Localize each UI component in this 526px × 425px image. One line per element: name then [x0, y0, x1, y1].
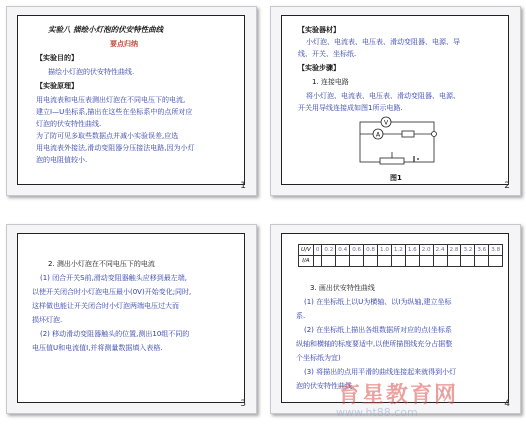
text-line: 以使开关闭合时小灯泡电压最小(0V)开始变化;同时,: [32, 288, 192, 296]
text-line: 为了防可见多取些数据点并减小实验误差,应选: [36, 132, 179, 140]
slide-number: 4: [504, 399, 510, 409]
slide-number: 2: [504, 181, 510, 191]
slide-content: [17, 233, 245, 403]
text-line: 小灯泡、电流表、电压表、滑动变阻器、电源、导: [306, 38, 460, 46]
step-title: 3. 画出伏安特性曲线: [310, 284, 375, 292]
section-heading: 【实验器材】: [298, 26, 340, 34]
slide-content: [281, 15, 509, 185]
text-line: (1) 在坐标纸上以U为横轴、以I为纵轴,建立坐标: [304, 298, 452, 306]
table-cell: 0.6: [350, 245, 364, 256]
data-table: [298, 244, 503, 267]
table-cell: 0.4: [336, 245, 350, 256]
table-cell: 3.8: [489, 245, 503, 256]
table-cell: 1.6: [405, 245, 419, 256]
slide-content: [17, 15, 245, 185]
section-heading: 【实验原理】: [36, 82, 78, 90]
text-line: 个坐标纸为宜): [296, 354, 341, 362]
table-header: I/A: [299, 256, 314, 267]
text-line: 系.: [296, 312, 306, 320]
step-title: 2. 测出小灯泡在不同电压下的电流: [48, 260, 155, 268]
table-cell: 1.0: [378, 245, 392, 256]
voltmeter-icon: V: [383, 119, 389, 127]
slide-title: 实验八 描绘小灯泡的伏安特性曲线: [48, 25, 164, 34]
text-line: 用电流表外接法,滑动变阻器分压接法电路,因为小灯: [36, 144, 195, 152]
table-cell: 0.2: [322, 245, 336, 256]
slide-number: 1: [240, 181, 246, 191]
step-title: 1. 连接电路: [312, 78, 349, 86]
text-line: (1) 闭合开关S前,滑动变阻器触头应移到最左端,: [40, 274, 188, 282]
slide-number: 3: [240, 399, 246, 409]
slide-thumbnail-3[interactable]: [6, 224, 257, 414]
text-line: 将小灯泡、电流表、电压表、滑动变阻器、电源、: [306, 92, 460, 100]
watermark-brand: 育星教育网: [338, 383, 459, 408]
text-line: 开关用导线连接成如图1所示电路.: [298, 104, 403, 112]
text-line: 损坏灯泡.: [32, 316, 63, 324]
watermark-url: www.ht88.com: [336, 406, 418, 419]
section-heading: 【实验步骤】: [298, 64, 340, 72]
text-line: 纵轴和横轴的标度要适中,以使所描图线充分占据整: [296, 340, 453, 348]
table-cell: 0.8: [364, 245, 378, 256]
text-line: 用电流表和电压表测出灯泡在不同电压下的电流,: [36, 96, 186, 104]
text-line: (3) 将描出的点用平滑的曲线连接起来就得到小灯: [304, 368, 457, 376]
text-line: 电压值U和电流值I,并将测量数据填入表格.: [32, 344, 163, 352]
section-heading: 【实验目的】: [36, 54, 78, 62]
table-cell: 3.2: [461, 245, 475, 256]
table-cell: 2.8: [447, 245, 461, 256]
text-line: 建立I—U坐标系,描出在这些在坐标系中的点所对应: [36, 108, 193, 116]
text-line: 线、开关、坐标纸.: [298, 50, 357, 58]
slide-thumbnail-1[interactable]: [6, 6, 257, 196]
table-row: [299, 256, 503, 267]
table-cell: 3.6: [475, 245, 489, 256]
ammeter-icon: A: [375, 131, 381, 139]
purpose-text: 描绘小灯泡的伏安特性曲线.: [48, 68, 135, 76]
text-line: 灯泡的伏安特性曲线.: [36, 120, 102, 128]
table-cell: 2.0: [419, 245, 433, 256]
table-header: U/V: [299, 245, 314, 256]
slide-subtitle: 要点归纳: [110, 40, 138, 48]
text-line: 泡的电阻值较小.: [36, 156, 88, 164]
text-line: (2) 移动滑动变阻器触头的位置,测出10组不同的: [40, 330, 190, 338]
text-line: 泡的伏安特性曲线.: [296, 382, 355, 390]
table-row: [299, 245, 503, 256]
figure-caption: 图1: [390, 174, 402, 182]
slide-thumbnail-2[interactable]: [270, 6, 521, 196]
text-line: (2) 在坐标纸上描出各组数据所对应的点(坐标系: [304, 326, 452, 334]
text-line: 这样做也能让开关闭合时小灯泡两端电压过大而: [32, 302, 179, 310]
table-cell: 0: [313, 245, 322, 256]
table-cell: 2.4: [433, 245, 447, 256]
table-cell: 1.2: [391, 245, 405, 256]
circuit-diagram: [352, 116, 442, 168]
